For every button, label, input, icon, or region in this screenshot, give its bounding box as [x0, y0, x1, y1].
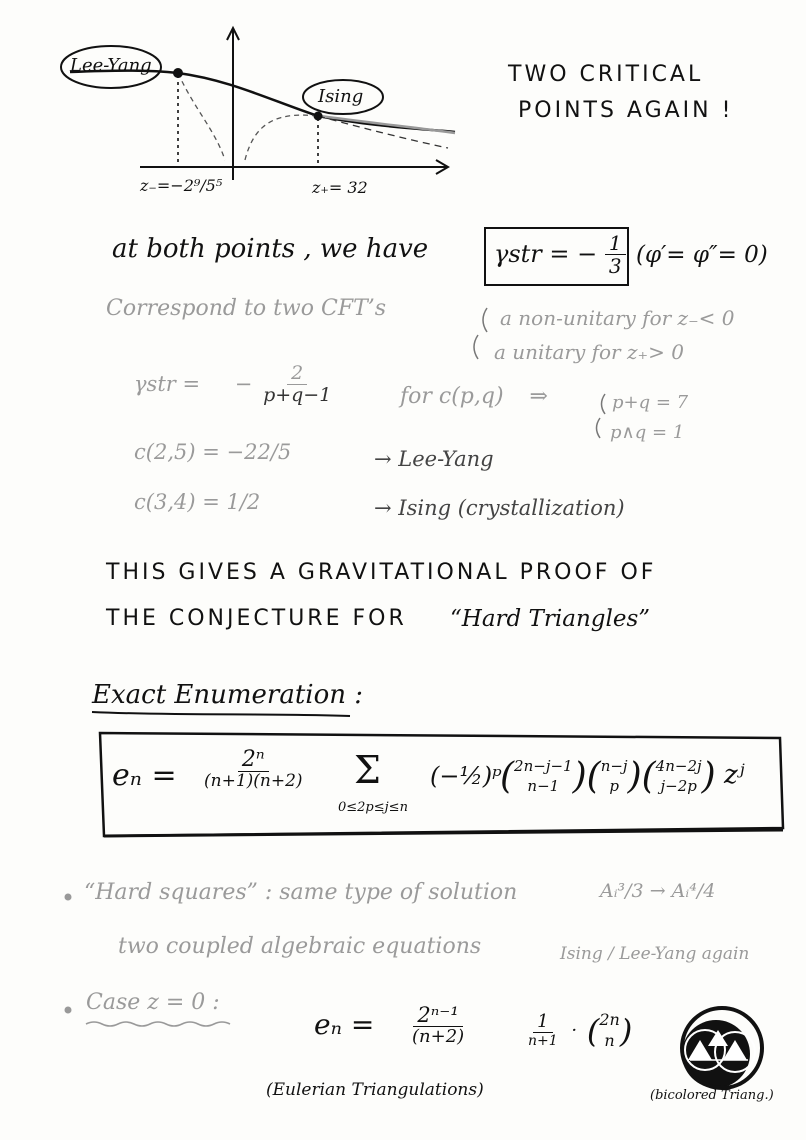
eulerian-caption: (Eulerian Triangulations)	[266, 1080, 484, 1100]
cft-brace	[474, 308, 487, 359]
headline-line1: TWO CRITICAL	[508, 62, 704, 87]
for-c-pq: for c(p,q) ⇒	[400, 384, 548, 409]
z-minus-label: z₋=−2⁹/5⁵	[140, 176, 223, 195]
ising-label: Ising	[318, 86, 364, 107]
both-points-text: at both points , we have	[112, 234, 429, 264]
gamma-str-value: γstr = − $\frac{1}{3}$	[494, 233, 626, 278]
binomials: ( 2n−j−1 n−1 )( n−j p )( 4n−2j j−2p )	[500, 756, 716, 797]
case-catalan: $\frac{1}{n+1}$ · ( 2n n )	[524, 1010, 632, 1052]
hard-squares-line2: two coupled algebraic equations	[118, 934, 482, 959]
proof-line1: THIS GIVES A GRAVITATIONAL PROOF OF	[106, 560, 657, 585]
hard-squares-line1: “Hard squares” : same type of solution	[84, 880, 518, 905]
lee-yang-cft-text: Lee-Yang	[398, 447, 494, 471]
condition-sum: p+q = 7	[612, 392, 689, 413]
cft-correspond: Correspond to two CFT’s	[106, 296, 387, 321]
z-power-j: zʲ	[724, 760, 745, 790]
exact-underline	[92, 712, 350, 716]
bicolored-triangulation-drawing	[682, 1008, 762, 1088]
bicolored-caption: (bicolored Triang.)	[650, 1088, 774, 1103]
a3-label: Aᵢ³/3	[600, 880, 644, 902]
c25-value: c(2,5) = −22/5	[134, 440, 292, 464]
gamma-formula: γstr = − $\frac{2}{p+q-1}$	[134, 364, 335, 407]
proof-line2b: “Hard Triangles”	[450, 606, 651, 632]
binom2-top: n−j	[600, 757, 628, 775]
c34-value: c(3,4) = 1/2	[134, 490, 261, 514]
sum-range: 0≤2p≤j≤n	[338, 800, 408, 815]
bullet-case-z0	[65, 1007, 72, 1014]
bullet-hard-squares	[65, 894, 72, 901]
en-num: 2ⁿ	[238, 748, 269, 772]
binom3-bot: j−2p	[660, 776, 697, 795]
critical-curve-faint	[320, 116, 455, 133]
condition-gcd: p∧q = 1	[610, 422, 685, 443]
gamma-formula-den: p+q−1	[263, 383, 332, 406]
ising-cft-text: Ising (crystallization)	[398, 496, 625, 520]
proof-line2a: THE CONJECTURE FOR	[106, 606, 407, 631]
lee-yang-label: Lee-Yang	[70, 55, 152, 76]
gamma-lhs: γstr =	[494, 240, 570, 268]
case-z0-label: Case z = 0 :	[86, 990, 220, 1015]
dashed-branch-left	[178, 73, 225, 160]
gamma-num: 1	[605, 233, 626, 255]
ising-point	[314, 112, 323, 121]
a4-label: Aᵢ⁴/4	[671, 880, 716, 902]
gamma-formula-lhs: γstr =	[134, 371, 201, 396]
gamma-den: 3	[608, 254, 622, 278]
arrow-symbol: →	[649, 880, 666, 902]
z-plus-label: z₊= 32	[312, 178, 368, 197]
phi-condition: (φ′= φ″= 0)	[636, 242, 768, 268]
ising-lee-yang-again: Ising / Lee-Yang again	[560, 944, 750, 964]
case-binom-top: 2n	[599, 1010, 620, 1029]
en-prefactor	[200, 748, 307, 792]
sum-symbol: Σ	[354, 748, 381, 792]
case-prefactor	[408, 1004, 468, 1048]
binom3-top: 4n−2j	[655, 757, 702, 775]
exact-heading: Exact Enumeration :	[92, 680, 364, 710]
dashed-branch-right	[245, 115, 318, 160]
case-en-lhs: eₙ =	[314, 1008, 375, 1041]
cft-nonunitary: a non-unitary for z₋< 0	[500, 306, 735, 330]
dashed-tail	[318, 116, 448, 148]
en-den: (n+1)(n+2)	[204, 771, 303, 792]
lee-yang-cft: → Lee-Yang	[374, 447, 494, 471]
case-num: 2ⁿ⁻¹	[413, 1004, 462, 1027]
ising-cft: → Ising (crystallization)	[374, 496, 625, 520]
half-power: (−½)ᵖ	[430, 762, 502, 790]
lee-yang-point	[173, 68, 183, 78]
pq-brace	[597, 394, 606, 438]
case-num2: 1	[533, 1013, 552, 1033]
cft-unitary: a unitary for z₊> 0	[494, 340, 684, 364]
case-den2: n+1	[528, 1032, 558, 1049]
case-binom-bot: n	[604, 1030, 615, 1050]
binom1-bot: n−1	[527, 776, 560, 795]
case-den: (n+2)	[412, 1026, 465, 1048]
case-underline	[86, 1022, 230, 1026]
binom1-top: 2n−j−1	[514, 757, 573, 775]
gamma-formula-num: 2	[287, 364, 307, 385]
a3-to-a4	[600, 880, 715, 902]
headline-line2: POINTS AGAIN !	[518, 98, 734, 123]
critical-curve	[70, 71, 455, 132]
for-c-pq-text: for c(p,q)	[400, 384, 504, 409]
binom2-bot: p	[609, 776, 619, 795]
en-lhs: eₙ =	[112, 758, 177, 793]
